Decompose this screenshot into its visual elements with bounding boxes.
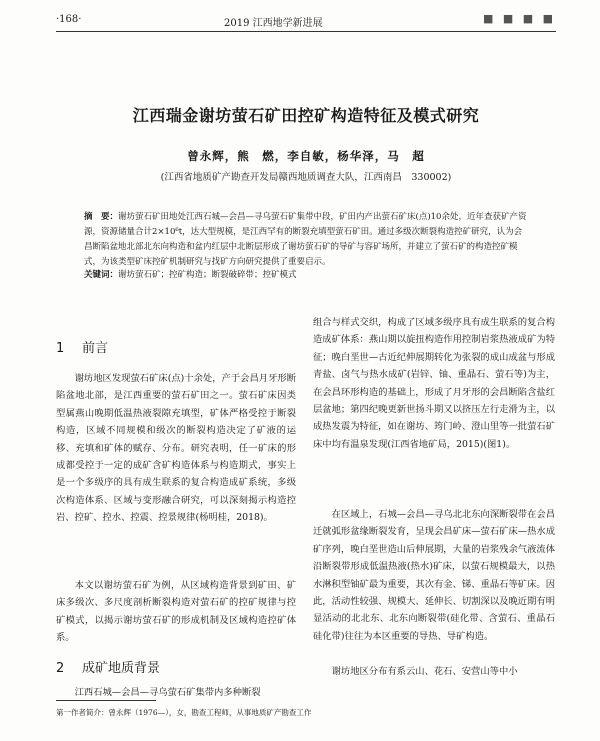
page-number: ·168· <box>56 14 82 25</box>
running-header <box>56 14 556 28</box>
paragraph: 组合与样式交织，构成了区域多级序具有成生联系的复合构造成矿体系：燕山期以旋扭构造作用控制岩浆热液成矿为特征；晚白垩世—古近纪伸展期转化为张裂的成山成盆与形成青盐、卤气与热水成矿(岩锌、铀、重晶石、萤石等)为主，在会昌环形构造的基础上，形成了月牙形的会昌断陷含盐红层盆地；第四纪晚更新世扬斗期又以挤压左行走滑为主，以成热发震为特征，如在谢坊、筠门岭、澄山里等一批萤石矿床中均有温泉发现(江西省地矿局，2015)(图1)。 <box>313 317 555 450</box>
affiliation: (江西省地质矿产勘查开发局赣西地质调查大队，江西南昌 330002) <box>160 172 452 183</box>
section-2-heading <box>56 660 296 677</box>
section-1-heading <box>56 340 296 357</box>
footnote: 第一作者简介：曾永辉（1976—），女，勘查工程师，从事地质矿产勘查工作 <box>56 708 312 717</box>
keywords <box>84 268 530 280</box>
paragraph: 本文以谢坊萤石矿为例，从区域构造背景到矿田、矿床多级次、多尺度剖析断裂构造对萤石矿的控矿规律与控矿模式，以揭示谢坊萤石矿的形成机制及区域构造控矿体系。 <box>56 580 296 644</box>
paragraph: 在区域上，石城—会昌—寻乌北北东向深断裂带在会昌迁就弧形盆缘断裂发育，呈现会昌矿床—萤石矿床—热水成矿序列，晚白垩世造山后伸展期，大量的岩浆残余气液流体沿断裂带形成低温热液(热水)矿床，以萤石规模最大，以热水淋积型铀矿最为重要，其次有金、锑、重晶石等矿床。因此，活动性较强、规模大、延伸长、切割深以及晚近期有明显活动的北北东、北东向断裂带(硅化带、含萤石、重晶石硅化带)往往为本区重要的导热、导矿构造。 <box>313 509 555 642</box>
abstract <box>84 210 530 270</box>
section-1-title: 前言 <box>82 341 109 356</box>
abstract-label: 摘 要： <box>84 212 119 222</box>
paper-title: 江西瑞金谢坊萤石矿田控矿构造特征及模式研究 <box>132 106 480 125</box>
keywords-text: 谢坊萤石矿；控矿构造；断裂破碎带；控矿模式 <box>118 270 297 280</box>
paragraph: 谢坊地区分布有系云山、花石、安营山等中小 <box>331 666 518 677</box>
section-2-title: 成矿地质背景 <box>82 661 161 676</box>
journal-name: 2019 江西地学新进展 <box>224 18 323 29</box>
section-1-number: 1 <box>56 341 65 356</box>
paragraph: 谢坊地区发现萤石矿床(点)十余处，产于会昌月牙形断陷盆地北部，是江西重要的萤石矿田之一。萤石矿床因类型属燕山晚期低温热液裂隙充填型，矿体严格受控于断裂构造，区域不同规模和级次的断裂构造决定了矿液的运移、充填和矿体的赋存、分布。研究表明，任一矿床的形成都受控于一定的成矿含矿构造体系与构造期式，事实上是一个多级序的具有成生联系的复合构造成矿系统，多级次构造体系、区域与变形融合研究，可以深刻揭示构造控岩、控矿、控水、控震、控景规律(杨明桂，2018)。 <box>56 373 296 524</box>
abstract-text: 谢坊萤石矿田地处江西石城—会昌—寻乌萤石矿集带中段，矿田内产出萤石矿床(点)10余处，近年查获矿产资源，资源储量合计2×10⁶t，达大型规模，是江西罕有的断裂充填型萤石矿田。通过多级次断裂构造控矿研究，认为会昌断陷盆地北部北东向构造和盆内红层中北断层形成了谢坊萤石矿的导矿与容矿场所，并建立了萤石矿的构造控矿模式，为该类型矿床控矿机制研究与找矿方向研究提供了重要启示。 <box>84 212 527 267</box>
section-2-number: 2 <box>56 661 65 676</box>
authors: 曾永辉，熊 燃，李自敏，杨华泽，马 超 <box>187 149 425 163</box>
header-dots: ■ ■ ■ ■ <box>482 12 556 25</box>
header-rule <box>56 31 556 32</box>
paragraph: 江西石城—会昌—寻乌萤石矿集带内多种断裂 <box>74 687 261 698</box>
keywords-label: 关键词： <box>84 270 119 280</box>
footnote-rule <box>56 700 156 701</box>
